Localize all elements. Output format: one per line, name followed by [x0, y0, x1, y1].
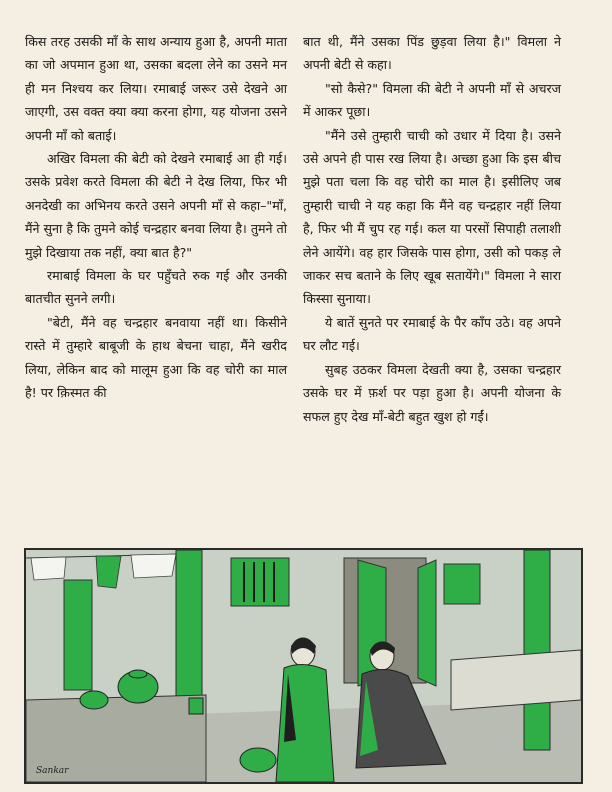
left-paragraph-2: अखिर विमला की बेटी को देखने रमाबाई आ ही गई। उसके प्रवेश करते विमला की बेटी ने देख लिया, फिर भी अनदेखी का अभिनय करते उसने अपनी माँ से कहा–"माँ, मैंने सुना है कि तुमने कोई चन्द्रहार बनवा लिया है। तुमने तो मुझे दिखाया तक नहीं, क्या बात है?" — [25, 151, 287, 260]
illustration-drawing — [26, 550, 581, 782]
hanging-cloth — [31, 557, 66, 580]
small-pot — [80, 691, 108, 709]
right-pillar — [524, 550, 550, 750]
open-door-right — [418, 560, 436, 686]
right-paragraph-5: सुबह उठकर विमला देखती क्या है, उसका चन्द्रहार उसके घर में फ़र्श पर पड़ा हुआ है। अपनी योजना के सफल हुए देख माँ-बेटी बहुत खुश हो गईं। — [303, 361, 561, 424]
artist-signature: Sankar — [36, 766, 69, 776]
hanging-cloth-2 — [131, 554, 176, 578]
bench — [451, 650, 581, 710]
right-text-column — [303, 30, 561, 428]
right-paragraph-1: बात थी, मैंने उसका पिंड छुड़वा लिया है।" विमला ने अपनी बेटी से कहा। — [303, 34, 561, 73]
left-door — [64, 580, 92, 690]
left-paragraph-4: "बेटी, मैंने वह चन्द्रहार बनवाया नहीं था। किसीने रास्ते में तुम्हारे बाबूजी के हाथ बेचना चाहा, मैंने खरीद लिया, लेकिन बाद को मालूम हुआ कि वह चोरी का माल है! पर क़िस्मत की — [25, 314, 287, 401]
right-paragraph-2: "सो कैसे?" विमला की बेटी ने अपनी माँ से अचरज में आकर पूछा। — [303, 80, 561, 120]
woman-left-sari — [276, 664, 334, 782]
right-paragraph-3: "मैंने उसे तुम्हारी चाची को उधार में दिया है। उसने उसे अपने ही पास रख लिया है। अच्छा हुआ कि इस बीच मुझे पता चला कि वह चोरी का माल है। इसीलिए जब तुम्हारी चाची ने यह कहा कि मैंने वह चन्द्रहार नहीं लिया है, फिर भी मैं चुप रह गई। कल या परसों सिपाही तलाशी लेने आयेंगे। वह हार जिसके पास होगा, उसी को पकड़ ले जाकर सच बताने के लिए खूब सतायेंगे।" विमला ने सारा किस्सा सुनाया। — [303, 127, 561, 307]
side-window — [444, 564, 480, 604]
left-paragraph-1: किस तरह उसकी माँ के साथ अन्याय हुआ है, अपनी माता का जो अपमान हुआ था, उसका बदला लेने का उसने मन ही मन निश्चय कर लिया। रमाबाई जरूर उसे देखने आ जाएगी, उस वक्त क्या क्या करना होगा, यह योजना उसने अपनी माँ को बताई। — [25, 34, 287, 143]
floor-pot — [240, 748, 276, 772]
story-illustration — [24, 548, 583, 784]
left-text-column — [25, 30, 287, 405]
barred-window — [231, 558, 289, 606]
tumbler — [189, 698, 203, 714]
right-paragraph-4: ये बातें सुनते पर रमाबाई के पैर काँप उठे। वह अपने घर लौट गई। — [303, 314, 561, 354]
left-paragraph-3: रमाबाई विमला के घर पहुँचते रुक गई और उनकी बातचीत सुनने लगी। — [25, 268, 287, 307]
